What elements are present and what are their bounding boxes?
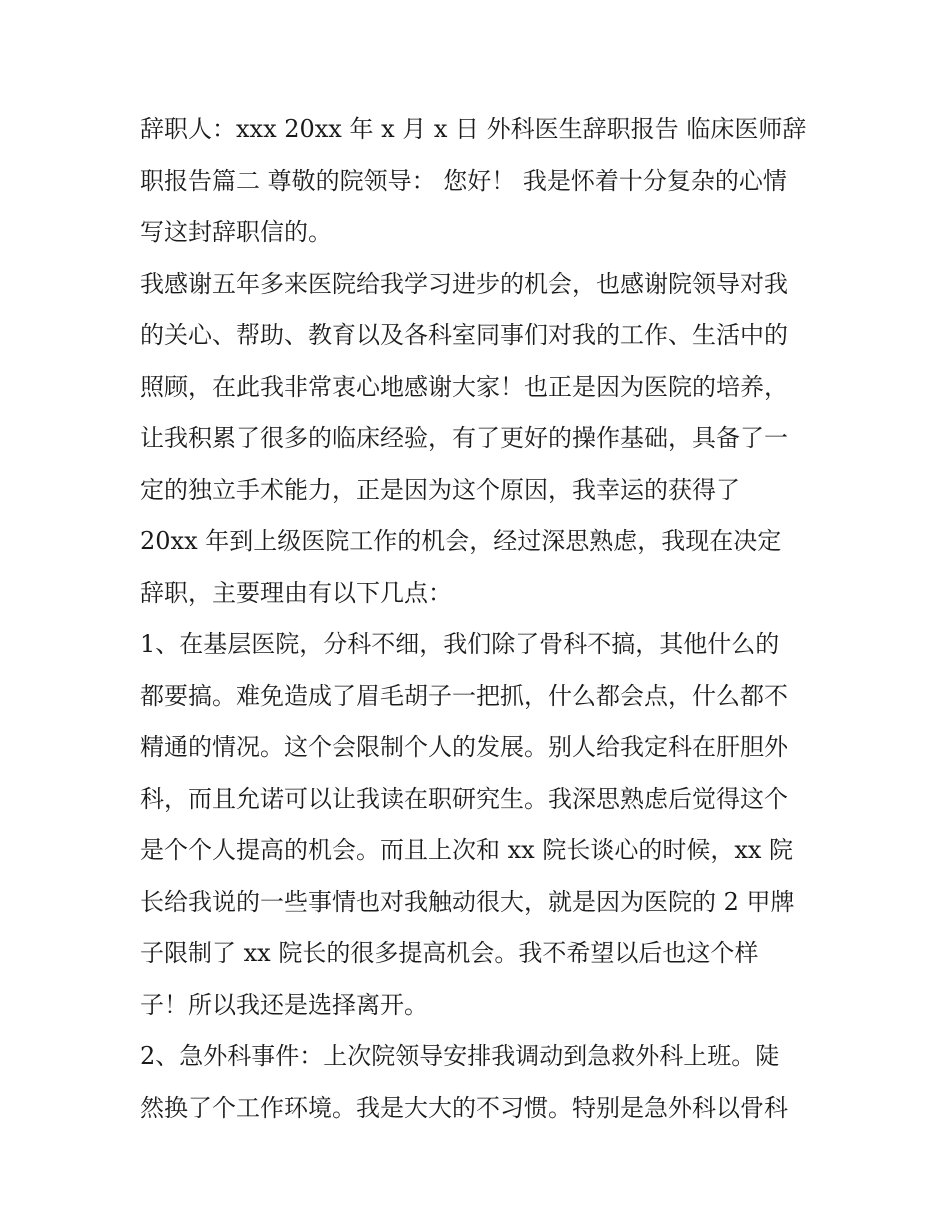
text-line: 2、急外科事件：上次院领导安排我调动到急救外科上班。陡 bbox=[140, 1042, 780, 1070]
text-line: 长给我说的一些事情也对我触动很大，就是因为医院的 2 甲牌 bbox=[140, 887, 795, 916]
paragraph-resignation-intro bbox=[140, 104, 830, 259]
text-line: 20xx 年到上级医院工作的机会，经过深思熟虑，我现在决定 bbox=[140, 527, 782, 555]
text-line: 辞职人：xxx 20xx 年 x 月 x 日 外科医生辞职报告 临床医师辞 bbox=[140, 115, 807, 143]
text-line: 写这封辞职信的。 bbox=[140, 218, 332, 246]
paragraph-gratitude bbox=[140, 259, 830, 620]
document-body bbox=[140, 104, 830, 1134]
text-line: 让我积累了很多的临床经验，有了更好的操作基础，具备了一 bbox=[140, 424, 788, 452]
text-line: 职报告篇二 尊敬的院领导： 您好！ 我是怀着十分复杂的心情 bbox=[140, 166, 787, 195]
text-line: 科，而且允诺可以让我读在职研究生。我深思熟虑后觉得这个 bbox=[140, 784, 788, 813]
text-line: 辞职，主要理由有以下几点： bbox=[140, 578, 452, 607]
text-line: 精通的情况。这个会限制个人的发展。别人给我定科在肝胆外 bbox=[140, 733, 788, 761]
paragraph-reason-2 bbox=[140, 1031, 830, 1134]
text-line: 然换了个工作环境。我是大大的不习惯。特别是急外科以骨科 bbox=[140, 1093, 788, 1122]
paragraph-reason-1 bbox=[140, 619, 830, 1031]
text-line: 都要搞。难免造成了眉毛胡子一把抓，什么都会点，什么都不 bbox=[140, 681, 788, 710]
text-line: 子！所以我还是选择离开。 bbox=[140, 990, 428, 1019]
text-line: 的关心、帮助、教育以及各科室同事们对我的工作、生活中的 bbox=[140, 321, 788, 349]
text-line: 子限制了 xx 院长的很多提高机会。我不希望以后也这个样 bbox=[140, 939, 759, 967]
text-line: 定的独立手术能力，正是因为这个原因，我幸运的获得了 bbox=[140, 475, 740, 504]
text-line: 照顾，在此我非常衷心地感谢大家！也正是因为医院的培养， bbox=[140, 372, 788, 401]
text-line: 我感谢五年多来医院给我学习进步的机会，也感谢院领导对我 bbox=[140, 269, 788, 298]
text-line: 1、在基层医院，分科不细，我们除了骨科不搞，其他什么的 bbox=[140, 630, 780, 658]
text-line: 是个个人提高的机会。而且上次和 xx 院长谈心的时候，xx 院 bbox=[140, 836, 794, 864]
